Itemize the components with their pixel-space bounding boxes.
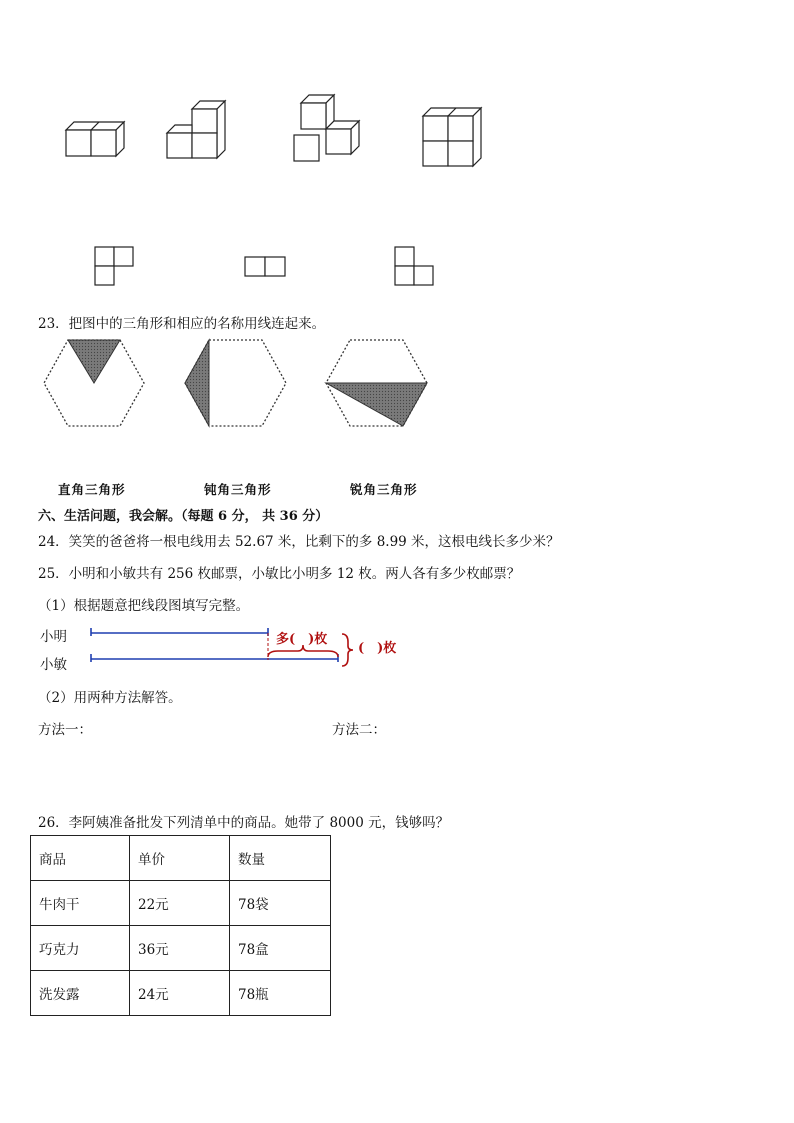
label-obtuse-triangle: 钝角三角形 — [204, 482, 272, 497]
question-24: 24．笑笑的爸爸将一根电线用去 52.67 米，比剩下的多 8.99 米，这根电线长多少米？ — [38, 534, 560, 550]
question-23: 23．把图中的三角形和相应的名称用线连起来。 — [38, 316, 326, 332]
cube-figure-1 — [66, 122, 124, 156]
total-stamps-label: ( )枚 — [358, 641, 397, 656]
more-stamps-label: 多( )枚 — [276, 632, 328, 647]
cube-figure-2 — [167, 101, 225, 158]
segment-label-xiaomin: 小敏 — [40, 657, 67, 673]
cube-figure-4 — [423, 108, 481, 166]
section-6-heading: 六、生活问题，我会解。（每题 6 分， 共 36 分） — [38, 509, 329, 524]
shaded-triangle-2 — [185, 340, 209, 426]
view-figures — [0, 240, 794, 290]
view-figure-3 — [395, 247, 433, 285]
cube-figure-3 — [294, 95, 359, 161]
method-1-label: 方法一： — [38, 722, 92, 738]
question-25-part-2: （2）用两种方法解答。 — [38, 690, 182, 706]
hexagon-figures — [0, 330, 794, 430]
cell-item: 巧克力 — [31, 926, 130, 971]
cell-price: 22元 — [130, 881, 230, 926]
cube-figures — [0, 90, 794, 170]
question-25-part-1: （1）根据题意把线段图填写完整。 — [38, 598, 250, 614]
view-figure-1 — [95, 247, 133, 285]
header-price: 单价 — [130, 836, 230, 881]
cell-quantity: 78瓶 — [230, 971, 331, 1016]
table-header-row — [31, 836, 331, 881]
cell-quantity: 78盒 — [230, 926, 331, 971]
cell-quantity: 78袋 — [230, 881, 331, 926]
label-acute-triangle: 锐角三角形 — [350, 482, 418, 497]
segment-label-xiaoming: 小明 — [40, 629, 67, 645]
cell-price: 36元 — [130, 926, 230, 971]
table-row — [31, 881, 331, 926]
shaded-triangle-1 — [68, 340, 120, 383]
question-25: 25．小明和小敏共有 256 枚邮票，小敏比小明多 12 枚。两人各有多少枚邮票？ — [38, 566, 521, 582]
header-item: 商品 — [31, 836, 130, 881]
goods-table — [30, 835, 331, 1016]
cell-item: 牛肉干 — [31, 881, 130, 926]
table-row — [31, 926, 331, 971]
shaded-triangle-3 — [326, 383, 427, 426]
header-quantity: 数量 — [230, 836, 331, 881]
view-figure-2 — [245, 257, 285, 276]
table-row — [31, 971, 331, 1016]
cell-price: 24元 — [130, 971, 230, 1016]
cell-item: 洗发露 — [31, 971, 130, 1016]
method-2-label: 方法二： — [332, 722, 386, 738]
label-right-triangle: 直角三角形 — [58, 482, 126, 497]
question-26: 26．李阿姨准备批发下列清单中的商品。她带了 8000 元，钱够吗？ — [38, 815, 450, 831]
